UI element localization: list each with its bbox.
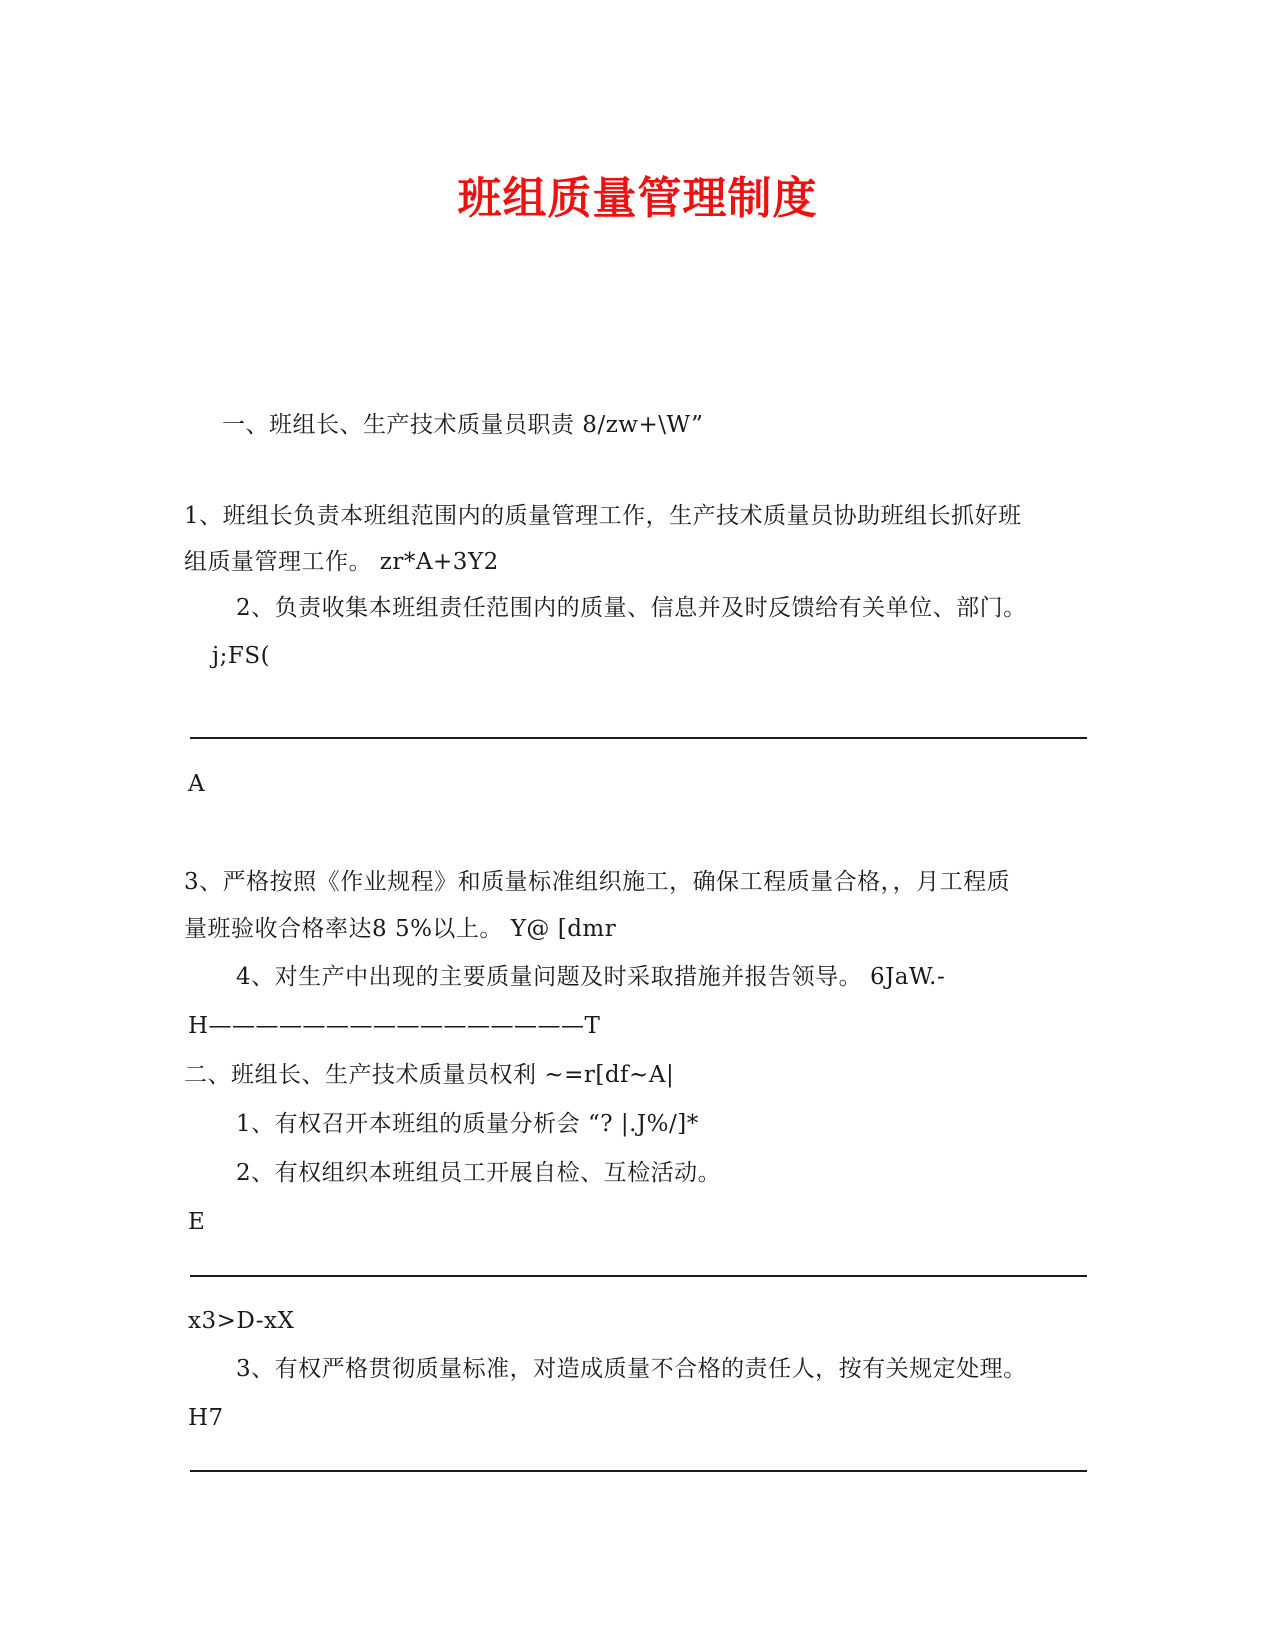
paragraph-4: 4、对生产中出现的主要质量问题及时采取措施并报告领导。 6JaW.- <box>236 964 946 990</box>
stray-text: H7 <box>188 1405 224 1431</box>
document-title: 班组质量管理制度 <box>457 173 818 224</box>
paragraph-1-line-1: 1、班组长负责本班组范围内的质量管理工作，生产技术质量员协助班组长抓好班 <box>184 503 1022 529</box>
paragraph-2-tail: j;FS( <box>212 643 271 669</box>
horizontal-rule <box>190 737 1087 739</box>
right-item-3: 3、有权严格贯彻质量标准，对造成质量不合格的责任人，按有关规定处理。 <box>236 1356 1027 1382</box>
stray-text: E <box>188 1209 206 1235</box>
right-item-1: 1、有权召开本班组的质量分析会 “? |.J%/]* <box>236 1111 699 1137</box>
paragraph-3-line-1: 3、严格按照《作业规程》和质量标准组织施工，确保工程质量合格，，月工程质 <box>184 869 1011 895</box>
right-item-2: 2、有权组织本班组员工开展自检、互检活动。 <box>236 1160 722 1186</box>
paragraph-2: 2、负责收集本班组责任范围内的质量、信息并及时反馈给有关单位、部门。 <box>236 595 1027 621</box>
stray-text: x3>D-xX <box>188 1308 295 1334</box>
section-2-heading: 二、班组长、生产技术质量员权利 ~=r[df~A| <box>184 1062 675 1088</box>
paragraph-3-line-2: 量班验收合格率达8 5%以上。 Y@ [dmr <box>184 916 617 942</box>
horizontal-rule <box>190 1470 1087 1472</box>
paragraph-4-tail: H————————————————T <box>188 1013 601 1039</box>
stray-text: A <box>188 771 206 797</box>
horizontal-rule <box>190 1275 1087 1277</box>
paragraph-1-line-2: 组质量管理工作。 zr*A+3Y2 <box>184 549 499 575</box>
section-1-heading: 一、班组长、生产技术质量员职责 8/zw+\W” <box>222 412 704 438</box>
